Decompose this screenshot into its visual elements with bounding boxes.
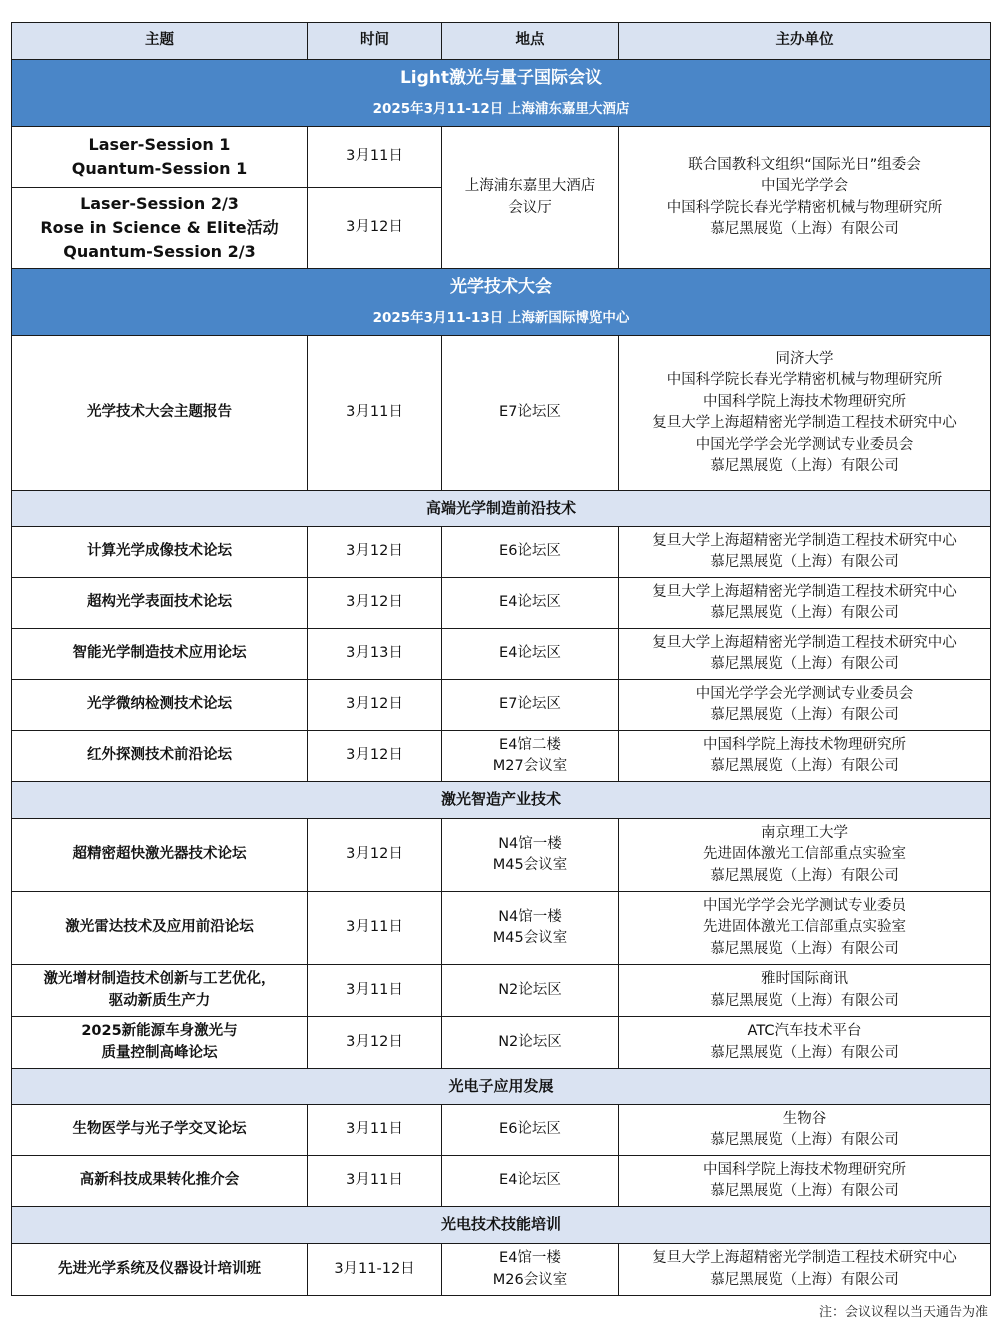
organizer-cell — [619, 1244, 991, 1296]
date-cell: 3月12日 — [308, 731, 442, 782]
topic-line: Quantum-Session 2/3 — [63, 242, 256, 261]
organizer-cell — [619, 527, 991, 578]
organizer-line: 中国科学院长春光学精密机械与物理研究所 — [666, 199, 943, 216]
table-row — [12, 1244, 991, 1296]
organizer-line: ATC汽车技术平台 — [747, 1023, 862, 1039]
organizer-line: 慕尼黑展览（上海）有限公司 — [710, 656, 899, 672]
organizer-line: 中国光学学会光学测试专业委员 — [703, 897, 906, 914]
date-cell: 3月12日 — [308, 680, 442, 731]
section-header-row — [12, 782, 991, 819]
place-line: 上海浦东嘉里大酒店 — [464, 178, 596, 194]
section-header-row — [12, 1069, 991, 1105]
date-cell: 3月12日 — [308, 578, 442, 629]
organizer-cell — [619, 336, 991, 491]
organizer-line: 慕尼黑展览（上海）有限公司 — [710, 707, 899, 723]
organizer-cell — [619, 578, 991, 629]
date-cell: 3月13日 — [308, 629, 442, 680]
table-row — [12, 629, 991, 680]
date-cell: 3月11日 — [308, 336, 442, 491]
date-cell: 3月11日 — [308, 127, 442, 188]
topic-cell: 计算光学成像技术论坛 — [12, 527, 308, 578]
table-row — [12, 127, 991, 188]
topic-cell: 高新科技成果转化推介会 — [12, 1156, 308, 1207]
organizer-line: 慕尼黑展览（上海）有限公司 — [710, 1044, 899, 1061]
organizer-cell — [619, 1156, 991, 1207]
footnote: 注：会议议程以当天通告为准 — [818, 1305, 988, 1320]
event-subtitle: 2025年3月11-12日 上海浦东嘉里大酒店 — [372, 101, 630, 117]
organizer-cell — [619, 1017, 991, 1069]
organizer-line: 复旦大学上海超精密光学制造工程技术研究中心 — [652, 583, 957, 600]
organizer-line: 南京理工大学 — [761, 824, 848, 841]
header-time: 时间 — [308, 23, 442, 60]
topic-line: Quantum-Session 1 — [71, 159, 248, 178]
section-title: 光电技术技能培训 — [12, 1207, 991, 1244]
event-subtitle: 2025年3月11-13日 上海新国际博览中心 — [372, 310, 630, 326]
place-cell: E7论坛区 — [442, 336, 619, 491]
topic-line: Rose in Science & Elite活动 — [40, 218, 279, 237]
organizer-line: 中国光学学会光学测试专业委员会 — [695, 436, 914, 453]
topic-line: 2025新能源车身激光与 — [81, 1023, 238, 1039]
organizer-line: 慕尼黑展览（上海）有限公司 — [710, 221, 899, 237]
organizer-cell — [619, 629, 991, 680]
topic-line: Laser-Session 1 — [88, 135, 231, 154]
place-line: M45会议室 — [492, 857, 568, 873]
event-title: Light激光与量子国际会议 — [399, 68, 603, 88]
organizer-line: 先进固体激光工信部重点实验室 — [703, 846, 906, 863]
place-cell: E4论坛区 — [442, 1156, 619, 1207]
organizer-line: 慕尼黑展览（上海）有限公司 — [710, 867, 899, 884]
organizer-line: 中国科学院上海技术物理研究所 — [703, 1161, 906, 1178]
place-cell: E4论坛区 — [442, 629, 619, 680]
topic-cell: 光学技术大会主题报告 — [12, 336, 308, 491]
organizer-line: 生物谷 — [782, 1110, 827, 1127]
table-row — [12, 527, 991, 578]
organizer-line: 复旦大学上海超精密光学制造工程技术研究中心 — [652, 1250, 957, 1266]
date-cell: 3月12日 — [308, 188, 442, 269]
place-cell — [442, 892, 619, 965]
topic-line: 驱动新质生产力 — [108, 992, 211, 1009]
section-title: 激光智造产业技术 — [12, 782, 991, 819]
place-line: E4馆一楼 — [499, 1250, 561, 1266]
table-row — [12, 578, 991, 629]
date-cell: 3月12日 — [308, 819, 442, 892]
topic-cell: 先进光学系统及仪器设计培训班 — [12, 1244, 308, 1296]
organizer-line: 慕尼黑展览（上海）有限公司 — [710, 758, 899, 774]
place-cell — [442, 819, 619, 892]
header-place: 地点 — [442, 23, 619, 60]
topic-line: 激光增材制造技术创新与工艺优化， — [43, 971, 276, 987]
organizer-line: 慕尼黑展览（上海）有限公司 — [710, 605, 899, 621]
event-title: 光学技术大会 — [450, 277, 552, 297]
topic-cell: 超精密超快激光器技术论坛 — [12, 819, 308, 892]
table-row — [12, 1105, 991, 1156]
organizer-line: 同济大学 — [775, 350, 834, 367]
place-cell — [442, 1244, 619, 1296]
date-cell: 3月11日 — [308, 892, 442, 965]
organizer-line: 联合国教科文组织“国际光日”组委会 — [688, 156, 921, 173]
place-cell: N2论坛区 — [442, 965, 619, 1017]
place-cell: E4论坛区 — [442, 578, 619, 629]
organizer-line: 慕尼黑展览（上海）有限公司 — [710, 940, 899, 957]
organizer-line: 复旦大学上海超精密光学制造工程技术研究中心 — [652, 532, 957, 549]
place-line: 会议厅 — [508, 199, 552, 216]
place-line: E4馆二楼 — [499, 736, 561, 753]
header-organizer: 主办单位 — [619, 23, 991, 60]
header-topic: 主题 — [12, 23, 308, 60]
place-cell: E6论坛区 — [442, 1105, 619, 1156]
topic-cell: 激光雷达技术及应用前沿论坛 — [12, 892, 308, 965]
place-cell: E7论坛区 — [442, 680, 619, 731]
organizer-line: 中国光学学会光学测试专业委员会 — [695, 685, 914, 702]
organizer-cell — [619, 1105, 991, 1156]
place-line: M27会议室 — [492, 758, 568, 774]
organizer-line: 慕尼黑展览（上海）有限公司 — [710, 554, 899, 570]
place-line: M26会议室 — [492, 1271, 568, 1288]
section-title: 高端光学制造前沿技术 — [12, 491, 991, 527]
date-cell: 3月11日 — [308, 965, 442, 1017]
organizer-cell — [619, 127, 991, 269]
event-banner-optics — [12, 269, 991, 336]
date-cell: 3月11日 — [308, 1105, 442, 1156]
place-line: M45会议室 — [492, 930, 568, 946]
organizer-line: 先进固体激光工信部重点实验室 — [703, 919, 906, 936]
organizer-line: 慕尼黑展览（上海）有限公司 — [710, 1183, 899, 1199]
organizer-line: 中国光学学会 — [761, 178, 848, 194]
topic-cell: 超构光学表面技术论坛 — [12, 578, 308, 629]
place-cell — [442, 731, 619, 782]
section-header-row — [12, 1207, 991, 1244]
section-title: 光电子应用发展 — [12, 1069, 991, 1105]
topic-line: 质量控制高峰论坛 — [101, 1044, 218, 1061]
topic-cell: 智能光学制造技术应用论坛 — [12, 629, 308, 680]
organizer-cell — [619, 680, 991, 731]
organizer-line: 慕尼黑展览（上海）有限公司 — [710, 458, 899, 474]
organizer-line: 复旦大学上海超精密光学制造工程技术研究中心 — [652, 415, 957, 431]
organizer-line: 复旦大学上海超精密光学制造工程技术研究中心 — [652, 634, 957, 651]
organizer-line: 雅时国际商讯 — [761, 971, 848, 987]
table-row — [12, 731, 991, 782]
topic-cell — [12, 188, 308, 269]
organizer-cell — [619, 731, 991, 782]
table-header-row — [12, 23, 991, 60]
organizer-line: 中国科学院上海技术物理研究所 — [703, 736, 906, 753]
table-row — [12, 965, 991, 1017]
topic-cell: 红外探测技术前沿论坛 — [12, 731, 308, 782]
table-row — [12, 819, 991, 892]
topic-line: Laser-Session 2/3 — [80, 194, 239, 213]
organizer-cell — [619, 892, 991, 965]
place-line: N4馆一楼 — [498, 835, 562, 852]
organizer-line: 慕尼黑展览（上海）有限公司 — [710, 992, 899, 1009]
place-cell: N2论坛区 — [442, 1017, 619, 1069]
organizer-line: 中国科学院长春光学精密机械与物理研究所 — [666, 372, 943, 388]
organizer-line: 慕尼黑展览（上海）有限公司 — [710, 1132, 899, 1148]
section-header-row — [12, 491, 991, 527]
table-row — [12, 892, 991, 965]
topic-cell — [12, 1017, 308, 1069]
place-cell: E6论坛区 — [442, 527, 619, 578]
table-row — [12, 336, 991, 491]
conference-schedule-table — [11, 22, 991, 1296]
organizer-line: 中国科学院上海技术物理研究所 — [703, 393, 906, 410]
organizer-cell — [619, 965, 991, 1017]
place-line: N4馆一楼 — [498, 908, 562, 925]
organizer-cell — [619, 819, 991, 892]
event-banner-light — [12, 60, 991, 127]
table-row — [12, 1017, 991, 1069]
organizer-line: 慕尼黑展览（上海）有限公司 — [710, 1271, 899, 1288]
topic-cell — [12, 965, 308, 1017]
date-cell: 3月12日 — [308, 1017, 442, 1069]
table-row — [12, 680, 991, 731]
date-cell: 3月11日 — [308, 1156, 442, 1207]
date-cell: 3月11-12日 — [308, 1244, 442, 1296]
topic-cell: 生物医学与光子学交叉论坛 — [12, 1105, 308, 1156]
place-cell — [442, 127, 619, 269]
date-cell: 3月12日 — [308, 527, 442, 578]
table-row — [12, 1156, 991, 1207]
topic-cell — [12, 127, 308, 188]
topic-cell: 光学微纳检测技术论坛 — [12, 680, 308, 731]
